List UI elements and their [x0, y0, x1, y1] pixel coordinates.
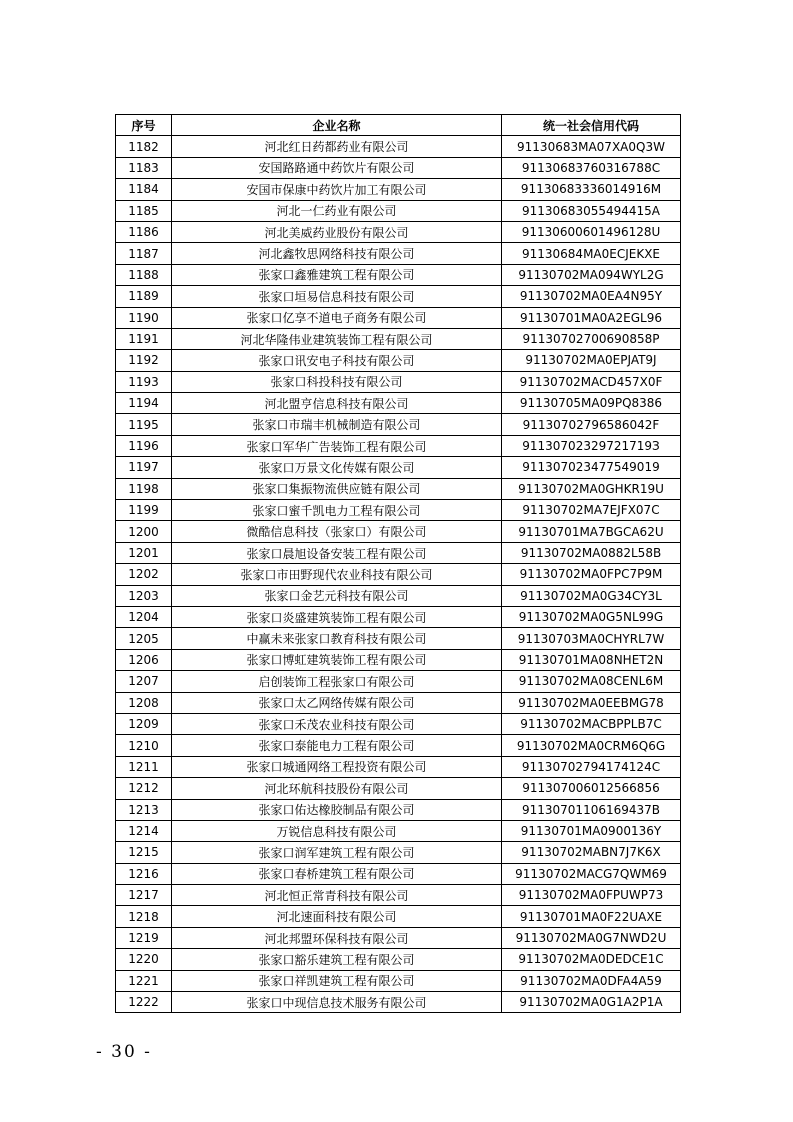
cell-credit-code: 91130702MACG7QWM69	[502, 863, 681, 884]
cell-credit-code: 91130702MA094WYL2G	[502, 264, 681, 285]
table-row	[116, 756, 681, 777]
cell-credit-code: 91130701MA08NHET2N	[502, 649, 681, 670]
cell-credit-code: 91130702MA7EJFX07C	[502, 500, 681, 521]
cell-enterprise-name: 安国市保康中药饮片加工有限公司	[172, 179, 502, 200]
cell-enterprise-name: 张家口城通网络工程投资有限公司	[172, 756, 502, 777]
cell-credit-code: 91130702MA0CRM6Q6G	[502, 735, 681, 756]
cell-credit-code: 91130683760316788C	[502, 157, 681, 178]
cell-enterprise-name: 张家口中现信息技术服务有限公司	[172, 992, 502, 1013]
cell-enterprise-name: 微酷信息科技（张家口）有限公司	[172, 521, 502, 542]
table-row	[116, 478, 681, 499]
table-row	[116, 457, 681, 478]
cell-enterprise-name: 张家口豁乐建筑工程有限公司	[172, 949, 502, 970]
cell-enterprise-name: 河北邦盟环保科技有限公司	[172, 927, 502, 948]
cell-credit-code: 91130701MA0A2EGL96	[502, 307, 681, 328]
cell-credit-code: 91130600601496128U	[502, 221, 681, 242]
header-credit-code: 统一社会信用代码	[502, 115, 681, 136]
table-header-row	[116, 115, 681, 136]
cell-credit-code: 91130702MA0EPJAT9J	[502, 350, 681, 371]
table-row	[116, 820, 681, 841]
table-row	[116, 286, 681, 307]
cell-serial-number: 1200	[116, 521, 172, 542]
table-row	[116, 435, 681, 456]
cell-credit-code: 91130683MA07XA0Q3W	[502, 136, 681, 157]
table-row	[116, 371, 681, 392]
cell-enterprise-name: 河北红日药都药业有限公司	[172, 136, 502, 157]
cell-credit-code: 91130702MA0G1A2P1A	[502, 992, 681, 1013]
cell-serial-number: 1196	[116, 435, 172, 456]
table-row	[116, 136, 681, 157]
cell-enterprise-name: 张家口金艺元科技有限公司	[172, 585, 502, 606]
cell-enterprise-name: 张家口鑫雅建筑工程有限公司	[172, 264, 502, 285]
cell-serial-number: 1184	[116, 179, 172, 200]
cell-enterprise-name: 安国路路通中药饮片有限公司	[172, 157, 502, 178]
cell-enterprise-name: 张家口万景文化传媒有限公司	[172, 457, 502, 478]
table-row	[116, 949, 681, 970]
cell-serial-number: 1208	[116, 692, 172, 713]
cell-enterprise-name: 张家口军华广告装饰工程有限公司	[172, 435, 502, 456]
table-row	[116, 179, 681, 200]
table-row	[116, 606, 681, 627]
cell-enterprise-name: 张家口炎盛建筑装饰工程有限公司	[172, 606, 502, 627]
cell-enterprise-name: 张家口科投科技有限公司	[172, 371, 502, 392]
table-row	[116, 649, 681, 670]
table-row	[116, 970, 681, 991]
cell-serial-number: 1206	[116, 649, 172, 670]
cell-credit-code: 91130705MA09PQ8386	[502, 393, 681, 414]
cell-credit-code: 91130684MA0ECJEKXE	[502, 243, 681, 264]
cell-serial-number: 1182	[116, 136, 172, 157]
cell-credit-code: 91130701106169437B	[502, 799, 681, 820]
table-row	[116, 992, 681, 1013]
cell-serial-number: 1221	[116, 970, 172, 991]
cell-enterprise-name: 张家口市田野现代农业科技有限公司	[172, 564, 502, 585]
cell-credit-code: 91130701MA7BGCA62U	[502, 521, 681, 542]
cell-serial-number: 1215	[116, 842, 172, 863]
cell-serial-number: 1207	[116, 671, 172, 692]
table-row	[116, 778, 681, 799]
cell-credit-code: 91130702MA08CENL6M	[502, 671, 681, 692]
cell-serial-number: 1188	[116, 264, 172, 285]
cell-credit-code: 91130702MA0G5NL99G	[502, 606, 681, 627]
cell-enterprise-name: 河北速面科技有限公司	[172, 906, 502, 927]
cell-serial-number: 1211	[116, 756, 172, 777]
cell-enterprise-name: 张家口讯安电子科技有限公司	[172, 350, 502, 371]
table-row	[116, 393, 681, 414]
cell-credit-code: 91130702MA0GHKR19U	[502, 478, 681, 499]
cell-serial-number: 1183	[116, 157, 172, 178]
cell-enterprise-name: 张家口润军建筑工程有限公司	[172, 842, 502, 863]
table-row	[116, 927, 681, 948]
cell-serial-number: 1186	[116, 221, 172, 242]
cell-credit-code: 91130702MA0DEDCE1C	[502, 949, 681, 970]
cell-enterprise-name: 中赢未来张家口教育科技有限公司	[172, 628, 502, 649]
page-number: - 30 -	[96, 1042, 152, 1062]
cell-credit-code: 91130702796586042F	[502, 414, 681, 435]
table-row	[116, 585, 681, 606]
cell-credit-code: 91130702MA0882L58B	[502, 542, 681, 563]
cell-serial-number: 1185	[116, 200, 172, 221]
cell-enterprise-name: 张家口市瑞丰机械制造有限公司	[172, 414, 502, 435]
table-row	[116, 799, 681, 820]
cell-enterprise-name: 张家口禾茂农业科技有限公司	[172, 713, 502, 734]
table-row	[116, 521, 681, 542]
header-serial-number: 序号	[116, 115, 172, 136]
table-row	[116, 713, 681, 734]
cell-enterprise-name: 张家口集振物流供应链有限公司	[172, 478, 502, 499]
table-row	[116, 414, 681, 435]
cell-enterprise-name: 张家口泰能电力工程有限公司	[172, 735, 502, 756]
cell-serial-number: 1209	[116, 713, 172, 734]
cell-credit-code: 91130702MABN7J7K6X	[502, 842, 681, 863]
cell-serial-number: 1214	[116, 820, 172, 841]
cell-credit-code: 91130702MA0FPUWP73	[502, 885, 681, 906]
table-row	[116, 906, 681, 927]
cell-enterprise-name: 张家口祥凯建筑工程有限公司	[172, 970, 502, 991]
table-row	[116, 307, 681, 328]
cell-serial-number: 1187	[116, 243, 172, 264]
cell-enterprise-name: 张家口蜜千凯电力工程有限公司	[172, 500, 502, 521]
cell-serial-number: 1205	[116, 628, 172, 649]
table-row	[116, 863, 681, 884]
cell-serial-number: 1193	[116, 371, 172, 392]
cell-credit-code: 91130702MA0FPC7P9M	[502, 564, 681, 585]
cell-credit-code: 91130702MA0G34CY3L	[502, 585, 681, 606]
cell-serial-number: 1217	[116, 885, 172, 906]
cell-serial-number: 1216	[116, 863, 172, 884]
cell-serial-number: 1198	[116, 478, 172, 499]
cell-credit-code: 91130702MA0EA4N95Y	[502, 286, 681, 307]
cell-credit-code: 91130701MA0900136Y	[502, 820, 681, 841]
cell-credit-code: 91130702MA0DFA4A59	[502, 970, 681, 991]
cell-credit-code: 91130702MA0EEBMG78	[502, 692, 681, 713]
table-row	[116, 671, 681, 692]
cell-serial-number: 1213	[116, 799, 172, 820]
cell-credit-code: 91130702MACBPPLB7C	[502, 713, 681, 734]
cell-serial-number: 1190	[116, 307, 172, 328]
cell-enterprise-name: 河北一仁药业有限公司	[172, 200, 502, 221]
cell-serial-number: 1195	[116, 414, 172, 435]
table-row	[116, 542, 681, 563]
cell-serial-number: 1197	[116, 457, 172, 478]
cell-enterprise-name: 张家口佑达橡胶制品有限公司	[172, 799, 502, 820]
cell-serial-number: 1220	[116, 949, 172, 970]
table-row	[116, 221, 681, 242]
cell-credit-code: 91130702MA0G7NWD2U	[502, 927, 681, 948]
cell-serial-number: 1219	[116, 927, 172, 948]
table-row	[116, 735, 681, 756]
table-row	[116, 157, 681, 178]
table-row	[116, 842, 681, 863]
cell-serial-number: 1222	[116, 992, 172, 1013]
cell-serial-number: 1210	[116, 735, 172, 756]
cell-credit-code: 91130702700690858P	[502, 328, 681, 349]
header-enterprise-name: 企业名称	[172, 115, 502, 136]
table-row	[116, 500, 681, 521]
cell-serial-number: 1191	[116, 328, 172, 349]
table-row	[116, 264, 681, 285]
cell-enterprise-name: 张家口垣易信息科技有限公司	[172, 286, 502, 307]
cell-enterprise-name: 张家口博虹建筑装饰工程有限公司	[172, 649, 502, 670]
cell-enterprise-name: 河北华隆伟业建筑装饰工程有限公司	[172, 328, 502, 349]
cell-serial-number: 1189	[116, 286, 172, 307]
cell-credit-code: 91130702MACD457X0F	[502, 371, 681, 392]
cell-credit-code: 91130683336014916M	[502, 179, 681, 200]
table-body	[116, 136, 681, 1013]
table-row	[116, 692, 681, 713]
table-row	[116, 350, 681, 371]
cell-serial-number: 1199	[116, 500, 172, 521]
cell-serial-number: 1212	[116, 778, 172, 799]
cell-enterprise-name: 张家口亿享不道电子商务有限公司	[172, 307, 502, 328]
cell-credit-code: 91130683055494415A	[502, 200, 681, 221]
cell-enterprise-name: 河北鑫牧思网络科技有限公司	[172, 243, 502, 264]
cell-enterprise-name: 河北恒正常青科技有限公司	[172, 885, 502, 906]
cell-credit-code: 91130701MA0F22UAXE	[502, 906, 681, 927]
cell-enterprise-name: 张家口春桥建筑工程有限公司	[172, 863, 502, 884]
cell-credit-code: 91130703MA0CHYRL7W	[502, 628, 681, 649]
cell-enterprise-name: 启创装饰工程张家口有限公司	[172, 671, 502, 692]
cell-enterprise-name: 河北环航科技股份有限公司	[172, 778, 502, 799]
cell-serial-number: 1201	[116, 542, 172, 563]
cell-enterprise-name: 张家口太乙网络传媒有限公司	[172, 692, 502, 713]
table-row	[116, 628, 681, 649]
table-row	[116, 564, 681, 585]
cell-credit-code: 91130702329721719З	[502, 435, 681, 456]
cell-serial-number: 1202	[116, 564, 172, 585]
cell-enterprise-name: 张家口晨旭设备安装工程有限公司	[172, 542, 502, 563]
cell-serial-number: 1192	[116, 350, 172, 371]
table-row	[116, 328, 681, 349]
table-row	[116, 885, 681, 906]
cell-credit-code: 91130702794174124C	[502, 756, 681, 777]
cell-serial-number: 1204	[116, 606, 172, 627]
cell-serial-number: 1203	[116, 585, 172, 606]
table-row	[116, 200, 681, 221]
cell-credit-code: 911307023477549019	[502, 457, 681, 478]
enterprise-table	[115, 114, 681, 1013]
cell-credit-code: 911307006012566856	[502, 778, 681, 799]
cell-serial-number: 1194	[116, 393, 172, 414]
cell-enterprise-name: 河北盟亨信息科技有限公司	[172, 393, 502, 414]
cell-enterprise-name: 河北美威药业股份有限公司	[172, 221, 502, 242]
table-row	[116, 243, 681, 264]
cell-serial-number: 1218	[116, 906, 172, 927]
cell-enterprise-name: 万锐信息科技有限公司	[172, 820, 502, 841]
